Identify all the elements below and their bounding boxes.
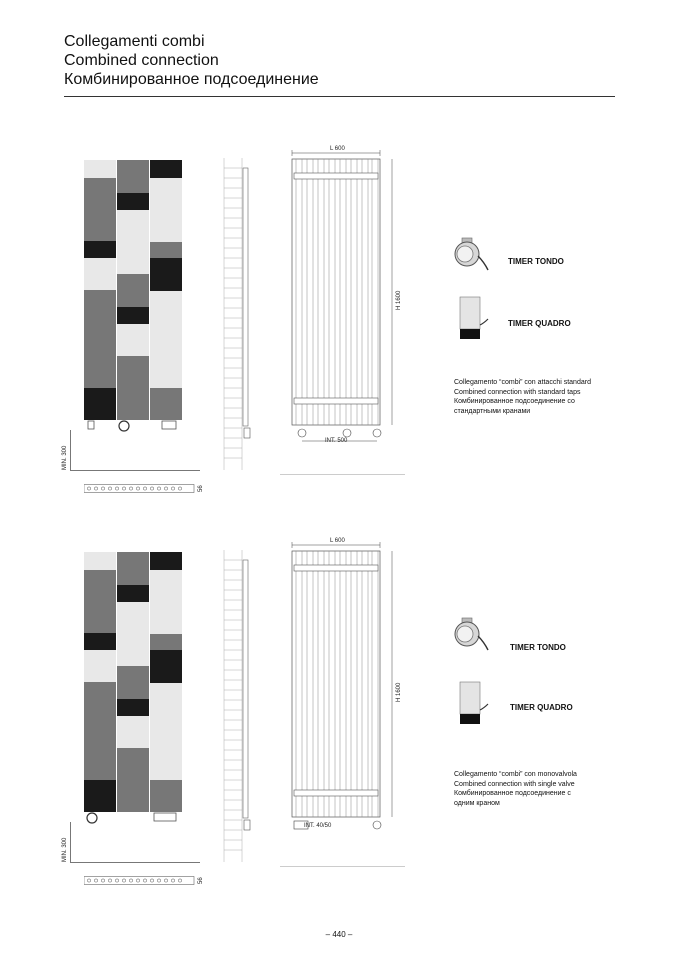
floor-line: [70, 470, 200, 471]
depth-strip: [84, 876, 204, 885]
min-dimension-line: [70, 430, 71, 470]
timer-quadro-label: TIMER QUADRO: [510, 703, 573, 712]
min-distance-label: MIN. 300: [62, 837, 68, 862]
timer-quadro-label: TIMER QUADRO: [508, 319, 571, 328]
description-line-ru: Комбинированное подсоединение со: [454, 398, 575, 405]
min-distance-label: MIN. 300: [62, 445, 68, 470]
section-standard-taps: [0, 140, 678, 520]
depth-label: 56: [198, 877, 204, 884]
description-line-ru-2: стандартными кранами: [454, 407, 531, 415]
square-timer-icon: [456, 680, 490, 728]
color-block-panel: [84, 552, 182, 812]
height-label: H 1600: [396, 290, 402, 310]
width-label: L 600: [330, 146, 345, 152]
description-line-ru-2: одним краном: [454, 799, 500, 807]
side-view-wall: [222, 158, 252, 470]
description-line-it: Collegamento “combi” con monovalvola: [454, 771, 577, 778]
connection-description: [454, 770, 634, 808]
header-rule: [64, 96, 615, 97]
timer-tondo-label: TIMER TONDO: [508, 257, 564, 266]
description-line-it: Collegamento “combi” con attacchi standard: [454, 379, 591, 386]
interaxis-label: INT. 500: [325, 438, 348, 444]
page-number: – 440 –: [325, 930, 353, 939]
title-italian: Collegamenti combi: [64, 33, 205, 50]
section-single-valve: [0, 532, 678, 912]
description-line-ru: Комбинированное подсоединение с: [454, 790, 571, 797]
side-view-wall: [222, 550, 252, 862]
panel-valves: [84, 812, 184, 826]
timer-tondo-label: TIMER TONDO: [510, 643, 566, 652]
front-view-drawing: [280, 145, 405, 475]
depth-strip: [84, 484, 204, 493]
interaxis-label: INT. 40/50: [304, 823, 332, 829]
description-line-en: Combined connection with single valve: [454, 780, 575, 788]
title-russian: Комбинированное подсоединение: [64, 71, 319, 88]
connection-description: [454, 378, 634, 416]
floor-line: [70, 862, 200, 863]
page-header: [64, 32, 319, 89]
panel-valves: [84, 420, 184, 434]
description-line-en: Combined connection with standard taps: [454, 388, 581, 396]
height-label: H 1600: [396, 682, 402, 702]
title-english: Combined connection: [64, 52, 219, 69]
width-label: L 600: [330, 538, 345, 544]
square-timer-icon: [456, 295, 490, 343]
round-timer-icon: [448, 616, 490, 652]
min-dimension-line: [70, 822, 71, 862]
color-block-panel: [84, 160, 182, 420]
round-timer-icon: [448, 236, 490, 272]
front-view-drawing: [280, 537, 405, 867]
depth-label: 56: [198, 485, 204, 492]
